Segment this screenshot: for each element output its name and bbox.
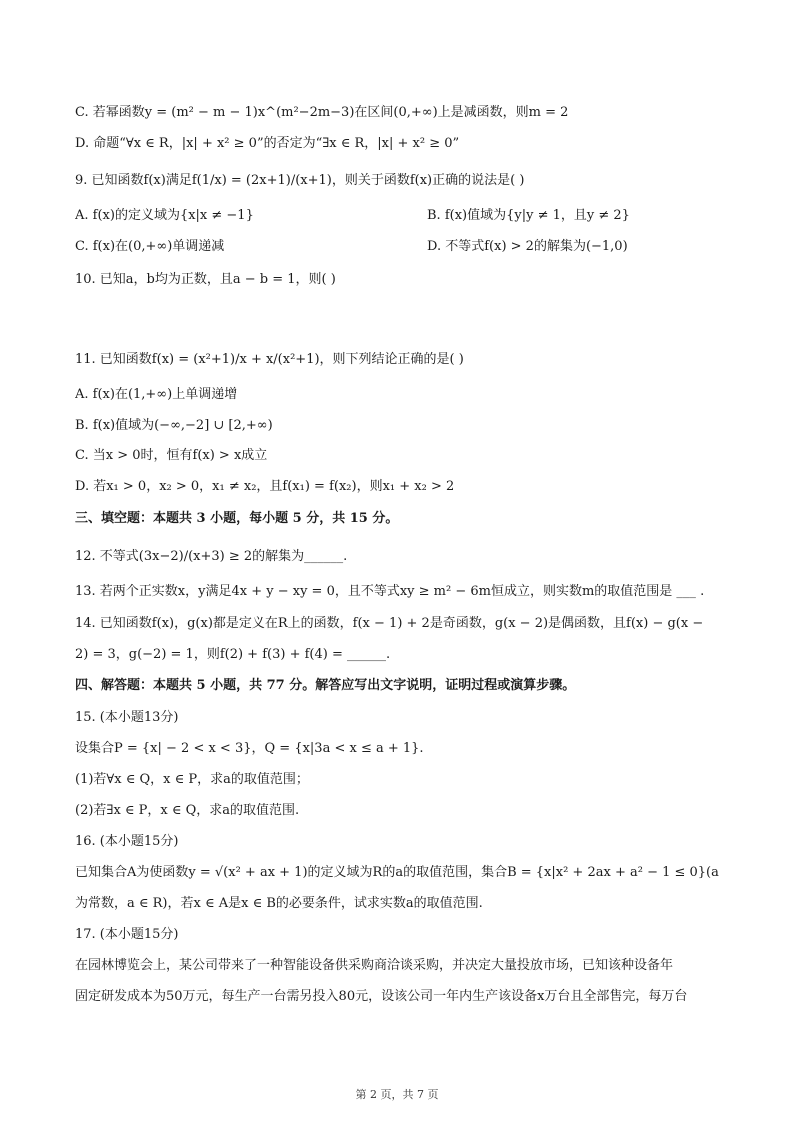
q9-options-cd xyxy=(75,237,734,257)
q9-option-b: B. f(x)值域为{y|y ≠ 1，且y ≠ 2} xyxy=(427,208,630,223)
q16-line-1: 已知集合A为使函数y = √(x² + ax + 1)的定义域为R的a的取值范围，集合B = {x|x² + 2ax + a² − 1 ≤ 0}(a xyxy=(75,865,719,880)
q11-option-a: A. f(x)在(1,+∞)上单调递增 xyxy=(75,387,238,402)
q15-part-1: (1)若∀x ∈ Q，x ∈ P，求a的取值范围； xyxy=(75,772,309,787)
q11-option-b: B. f(x)值域为(−∞,−2] ∪ [2,+∞) xyxy=(75,418,273,433)
q17-line-1: 在园林博览会上，某公司带来了一种智能设备供采购商洽谈采购，并决定大量投放市场，已知该种设备年 xyxy=(75,958,674,973)
q17-heading: 17. (本小题15分) xyxy=(75,927,179,942)
q13: 13. 若两个正实数x，y满足4x + y − xy = 0，且不等式xy ≥ m² − 6m恒成立，则实数m的取值范围是 ___ . xyxy=(75,584,705,599)
q17-line-2: 固定研发成本为50万元，每生产一台需另投入80元，设该公司一年内生产该设备x万台且全部售完，每万台 xyxy=(75,989,688,1004)
q10-stem: 10. 已知a，b均为正数，且a − b = 1，则( ) xyxy=(75,272,336,287)
q16-heading: 16. (本小题15分) xyxy=(75,834,179,849)
q8-option-c: C. 若幂函数y = (m² − m − 1)x^(m²−2m−3)在区间(0,+∞)上是减函数，则m = 2 xyxy=(75,105,569,120)
q15-stem: 设集合P = {x| − 2 < x < 3}，Q = {x|3a < x ≤ a + 1}. xyxy=(75,741,424,756)
q11-option-c: C. 当x > 0时，恒有f(x) > x成立 xyxy=(75,448,268,463)
page-footer: 第 2 页，共 7 页 xyxy=(355,1088,439,1101)
q15-heading: 15. (本小题13分) xyxy=(75,710,179,725)
q12: 12. 不等式(3x−2)/(x+3) ≥ 2的解集为______. xyxy=(75,549,348,564)
q9-option-c: C. f(x)在(0,+∞)单调递减 xyxy=(75,239,225,254)
q11-option-d: D. 若x₁ > 0，x₂ > 0，x₁ ≠ x₂，且f(x₁) = f(x₂)，则x₁ + x₂ > 2 xyxy=(75,479,455,494)
q9-options-ab xyxy=(75,206,734,226)
q16-line-2: 为常数，a ∈ R)，若x ∈ A是x ∈ B的必要条件，试求实数a的取值范围. xyxy=(75,896,483,911)
q14-line-2: 2) = 3，g(−2) = 1，则f(2) + f(3) + f(4) = ______. xyxy=(75,647,391,662)
q15-part-2: (2)若∃x ∈ P，x ∈ Q，求a的取值范围. xyxy=(75,803,300,818)
q9-option-d: D. 不等式f(x) > 2的解集为(−1,0) xyxy=(427,239,628,254)
section-4-heading: 四、解答题：本题共 5 小题，共 77 分。解答应写出文字说明，证明过程或演算步骤。 xyxy=(75,678,576,693)
q11-stem: 11. 已知函数f(x) = (x²+1)/x + x/(x²+1)，则下列结论正确的是( ) xyxy=(75,352,464,367)
section-3-heading: 三、填空题：本题共 3 小题，每小题 5 分，共 15 分。 xyxy=(75,511,399,526)
q9-stem: 9. 已知函数f(x)满足f(1/x) = (2x+1)/(x+1)，则关于函数f(x)正确的说法是( ) xyxy=(75,173,525,188)
q14-line-1: 14. 已知函数f(x)，g(x)都是定义在R上的函数，f(x − 1) + 2是奇函数，g(x − 2)是偶函数，且f(x) − g(x − xyxy=(75,616,704,631)
q9-option-a: A. f(x)的定义域为{x|x ≠ −1} xyxy=(75,208,254,223)
q8-option-d: D. 命题“∀x ∈ R，|x| + x² ≥ 0”的否定为“∃x ∈ R，|x| + x² ≥ 0” xyxy=(75,136,460,151)
